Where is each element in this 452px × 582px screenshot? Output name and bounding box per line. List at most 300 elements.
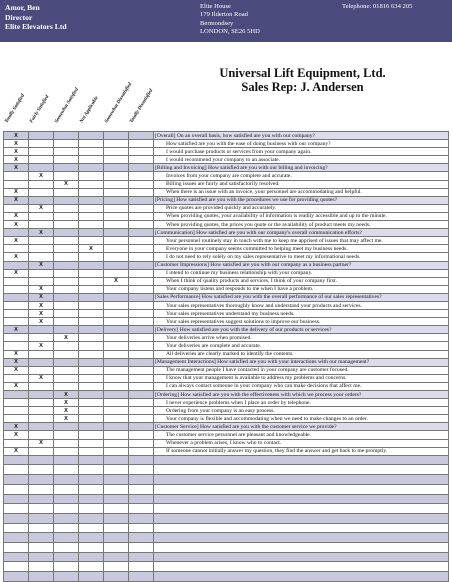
rating-cell: X — [29, 374, 54, 382]
rating-cell — [79, 439, 104, 447]
empty-cell — [54, 455, 79, 465]
question-row — [4, 172, 449, 180]
rating-cell — [79, 326, 104, 334]
rating-cell — [129, 156, 154, 164]
empty-cell — [104, 494, 129, 504]
rating-cell: X — [54, 180, 79, 188]
survey-table — [3, 131, 449, 582]
rating-cell — [129, 245, 154, 253]
empty-cell — [79, 465, 104, 475]
question-row — [4, 399, 449, 407]
rating-cell — [54, 439, 79, 447]
rating-cell — [29, 212, 54, 220]
rating-cell — [79, 188, 104, 196]
rating-cell — [104, 334, 129, 342]
empty-row — [4, 523, 449, 533]
rating-cell — [54, 269, 79, 277]
rating-cell — [29, 326, 54, 334]
contact-role: Director — [5, 12, 33, 22]
rating-cell — [54, 277, 79, 285]
rating-cell: X — [4, 221, 29, 229]
rating-cell — [129, 391, 154, 399]
rating-header: Totally Dissatisfied — [129, 87, 155, 124]
empty-cell — [104, 542, 129, 552]
rating-cell — [129, 148, 154, 156]
rating-cell — [129, 350, 154, 358]
rating-cell — [104, 245, 129, 253]
question-row — [4, 204, 449, 212]
rating-cell — [4, 277, 29, 285]
rating-cell — [29, 391, 54, 399]
rating-cell — [129, 301, 154, 309]
rating-cell — [104, 423, 129, 431]
empty-cell — [154, 542, 449, 552]
empty-cell — [104, 562, 129, 572]
rating-cell — [4, 180, 29, 188]
rating-cell: X — [4, 431, 29, 439]
rating-cell — [104, 269, 129, 277]
empty-cell — [129, 465, 154, 475]
question-row — [4, 439, 449, 447]
rating-cell: X — [4, 148, 29, 156]
section-row — [4, 358, 449, 366]
rating-cell — [104, 164, 129, 172]
rating-cell: X — [29, 342, 54, 350]
company-title: Universal Lift Equipment, Ltd. — [219, 66, 386, 80]
empty-cell — [29, 572, 54, 582]
rating-cell — [104, 293, 129, 301]
rating-cell — [54, 366, 79, 374]
question-text: Whenever a problem arises, I know who to contact. — [154, 439, 449, 447]
rating-cell — [79, 382, 104, 390]
empty-cell — [4, 504, 29, 514]
empty-row — [4, 484, 449, 494]
rating-header: Somewhat Dissatisfied — [104, 81, 134, 124]
rating-cell — [4, 374, 29, 382]
rating-header: Somewhat Satisfied — [54, 86, 81, 124]
empty-cell — [29, 533, 54, 543]
section-heading: [Communication] How satisfied are you with our company's overall communication efforts? — [154, 229, 449, 237]
section-row — [4, 132, 449, 140]
empty-cell — [129, 484, 154, 494]
question-text: Everyone in your company seems committed to helping meet my business needs. — [154, 245, 449, 253]
question-row — [4, 366, 449, 374]
rating-cell — [79, 212, 104, 220]
empty-cell — [154, 562, 449, 572]
question-text: I would purchase products or services from your company again. — [154, 148, 449, 156]
rating-cell — [54, 172, 79, 180]
question-row — [4, 431, 449, 439]
rating-cell — [104, 366, 129, 374]
rating-cell — [29, 423, 54, 431]
empty-cell — [129, 455, 154, 465]
rating-cell: X — [4, 447, 29, 455]
rating-cell — [54, 350, 79, 358]
rating-cell — [104, 342, 129, 350]
question-text: I know that your management is available to address my problems and concerns. — [154, 374, 449, 382]
question-text: I would recommend your company to an associate. — [154, 156, 449, 164]
rating-cell — [104, 188, 129, 196]
rating-cell: X — [79, 245, 104, 253]
rating-cell — [54, 382, 79, 390]
empty-row — [4, 504, 449, 514]
rating-cell — [54, 148, 79, 156]
section-row — [4, 391, 449, 399]
rating-cell — [79, 180, 104, 188]
empty-cell — [29, 455, 54, 465]
question-row — [4, 245, 449, 253]
question-text: When there is an issue with an invoice, your personnel are accommodating and helpful. — [154, 188, 449, 196]
rating-cell — [79, 285, 104, 293]
rating-cell — [129, 318, 154, 326]
rating-cell: X — [4, 156, 29, 164]
empty-cell — [29, 562, 54, 572]
question-row — [4, 447, 449, 455]
rating-cell — [4, 293, 29, 301]
question-row — [4, 382, 449, 390]
rating-cell — [54, 342, 79, 350]
rating-cell — [104, 350, 129, 358]
empty-cell — [79, 455, 104, 465]
rating-cell — [29, 334, 54, 342]
rating-cell — [79, 301, 104, 309]
rating-cell — [29, 237, 54, 245]
section-heading: [Overall] On an overall basis, how satisfied are you with our company? — [154, 132, 449, 140]
empty-cell — [129, 523, 154, 533]
rating-cell — [129, 407, 154, 415]
rating-cell: X — [29, 261, 54, 269]
rating-cell: X — [29, 285, 54, 293]
rating-cell — [4, 334, 29, 342]
rating-cell: X — [4, 350, 29, 358]
rating-cell — [54, 237, 79, 245]
rating-cell — [79, 431, 104, 439]
rating-header: Fairly Satisfied — [29, 94, 51, 124]
rating-cell — [104, 221, 129, 229]
empty-cell — [79, 542, 104, 552]
address-line: Bermondsey — [200, 19, 234, 27]
rating-cell — [104, 382, 129, 390]
empty-cell — [154, 533, 449, 543]
rating-cell — [54, 326, 79, 334]
empty-cell — [154, 504, 449, 514]
rating-cell: X — [54, 399, 79, 407]
question-row — [4, 180, 449, 188]
rating-cell — [129, 212, 154, 220]
question-text: I do not need to rely solely on my sales representative to meet my informational needs. — [154, 253, 449, 261]
section-heading: [Customer Service] How satisfied are you with the customer service we provide? — [154, 423, 449, 431]
rating-header: Not Applicable — [79, 95, 100, 124]
rating-cell — [104, 407, 129, 415]
empty-cell — [4, 475, 29, 485]
rating-cell — [29, 358, 54, 366]
rating-cell — [4, 229, 29, 237]
question-row — [4, 301, 449, 309]
empty-cell — [54, 562, 79, 572]
section-row — [4, 164, 449, 172]
rating-cell: X — [4, 269, 29, 277]
rating-cell — [54, 188, 79, 196]
empty-row — [4, 494, 449, 504]
rating-cell — [104, 253, 129, 261]
rating-cell — [4, 439, 29, 447]
rating-cell — [79, 391, 104, 399]
rating-cell — [79, 342, 104, 350]
rating-cell — [29, 350, 54, 358]
rating-cell — [29, 180, 54, 188]
rating-column-headers — [3, 46, 155, 130]
rating-cell — [104, 358, 129, 366]
rating-cell — [54, 229, 79, 237]
rating-cell — [4, 301, 29, 309]
question-row — [4, 237, 449, 245]
rating-cell — [79, 140, 104, 148]
empty-cell — [104, 572, 129, 582]
question-row — [4, 318, 449, 326]
survey-title — [155, 66, 450, 94]
rating-cell — [29, 132, 54, 140]
empty-cell — [154, 484, 449, 494]
rating-cell — [29, 277, 54, 285]
rating-cell — [129, 277, 154, 285]
empty-cell — [104, 523, 129, 533]
rating-cell — [29, 431, 54, 439]
empty-cell — [79, 572, 104, 582]
empty-cell — [4, 542, 29, 552]
empty-cell — [4, 465, 29, 475]
empty-cell — [79, 513, 104, 523]
rating-cell — [54, 301, 79, 309]
rating-cell — [129, 423, 154, 431]
empty-cell — [29, 523, 54, 533]
empty-cell — [29, 465, 54, 475]
question-text: Your sales representatives understand my business needs. — [154, 310, 449, 318]
rating-cell — [104, 415, 129, 423]
question-row — [4, 342, 449, 350]
question-text: When I think of quality products and services, I think of your company first. — [154, 277, 449, 285]
address-line: Elite House — [200, 3, 231, 10]
question-row — [4, 415, 449, 423]
empty-cell — [54, 484, 79, 494]
question-row — [4, 277, 449, 285]
empty-cell — [129, 542, 154, 552]
rating-cell — [79, 261, 104, 269]
rating-cell — [129, 334, 154, 342]
section-row — [4, 326, 449, 334]
rating-cell — [79, 229, 104, 237]
empty-cell — [29, 504, 54, 514]
rating-cell — [79, 156, 104, 164]
rating-cell — [79, 269, 104, 277]
rating-cell — [29, 253, 54, 261]
empty-row — [4, 533, 449, 543]
rating-cell — [79, 204, 104, 212]
question-row — [4, 156, 449, 164]
rating-cell — [4, 399, 29, 407]
empty-cell — [29, 484, 54, 494]
rating-cell — [104, 310, 129, 318]
question-text: When providing quotes, the prices you quote or the availability of product meets my needs. — [154, 221, 449, 229]
rating-cell — [29, 415, 54, 423]
rating-cell — [79, 358, 104, 366]
empty-row — [4, 475, 449, 485]
rating-cell — [79, 447, 104, 455]
rating-cell — [79, 407, 104, 415]
rating-cell — [104, 431, 129, 439]
question-row — [4, 350, 449, 358]
empty-cell — [4, 494, 29, 504]
rating-cell — [29, 164, 54, 172]
section-heading: [Billing and Invoicing] How satisfied are you with our billing and invoicing? — [154, 164, 449, 172]
rating-cell — [54, 156, 79, 164]
rating-cell — [79, 253, 104, 261]
empty-cell — [79, 484, 104, 494]
header-bar — [0, 0, 452, 42]
rating-cell — [129, 261, 154, 269]
rating-cell — [129, 358, 154, 366]
section-heading: [Sales Performance] How satisfied are you with the overall performance of our sales representatives? — [154, 293, 449, 301]
question-row — [4, 374, 449, 382]
rating-cell: X — [29, 310, 54, 318]
question-text: If someone cannot initially answer my question, they find the answer and get back to me promptly. — [154, 447, 449, 455]
question-text: Your deliveries are complete and accurate. — [154, 342, 449, 350]
rating-cell: X — [29, 301, 54, 309]
rating-cell: X — [29, 439, 54, 447]
rating-cell — [29, 196, 54, 204]
rating-cell: X — [54, 415, 79, 423]
rating-cell — [29, 140, 54, 148]
empty-row — [4, 572, 449, 582]
rating-cell — [29, 447, 54, 455]
rating-cell: X — [29, 293, 54, 301]
rating-cell — [79, 318, 104, 326]
rating-cell — [79, 310, 104, 318]
question-text: Price quotes are provided quickly and accurately. — [154, 204, 449, 212]
rating-cell — [54, 196, 79, 204]
rating-cell — [29, 269, 54, 277]
empty-cell — [29, 542, 54, 552]
rating-cell — [79, 366, 104, 374]
empty-cell — [104, 455, 129, 465]
rating-cell — [104, 237, 129, 245]
rating-cell — [104, 391, 129, 399]
rating-cell — [79, 350, 104, 358]
rating-cell — [29, 407, 54, 415]
rating-cell: X — [54, 391, 79, 399]
rating-cell — [79, 334, 104, 342]
rating-cell — [4, 391, 29, 399]
rating-cell — [129, 229, 154, 237]
question-row — [4, 285, 449, 293]
rating-cell — [104, 212, 129, 220]
rating-cell — [129, 196, 154, 204]
question-text: Your personnel routinely stay in touch with me to keep me apprised of issues that may affect me. — [154, 237, 449, 245]
section-heading: [Delivery] How satisfied are you with the delivery of our products or services? — [154, 326, 449, 334]
rating-cell — [54, 310, 79, 318]
rating-cell — [104, 261, 129, 269]
empty-cell — [129, 562, 154, 572]
rating-cell — [104, 447, 129, 455]
empty-row — [4, 542, 449, 552]
section-heading: [Management Interactions] How satisfied are you with your interactions with our management? — [154, 358, 449, 366]
question-text: How satisfied are you with the ease of doing business with our company? — [154, 140, 449, 148]
question-row — [4, 310, 449, 318]
rating-cell — [129, 285, 154, 293]
question-text: Billing issues are fairly and satisfactorily resolved. — [154, 180, 449, 188]
rating-cell — [79, 172, 104, 180]
section-heading: [Pricing] How satisfied are you with the procedures we use for providing quotes? — [154, 196, 449, 204]
question-text: The management people I have contacted in your company are customer focused. — [154, 366, 449, 374]
empty-cell — [29, 513, 54, 523]
question-text: Your deliveries arrive when promised. — [154, 334, 449, 342]
section-row — [4, 261, 449, 269]
empty-cell — [79, 504, 104, 514]
rating-header: Totally Satisfied — [4, 93, 27, 124]
rating-cell — [129, 237, 154, 245]
section-row — [4, 229, 449, 237]
rating-cell — [104, 326, 129, 334]
rating-cell — [104, 374, 129, 382]
question-text: Ordering from your company is an easy process. — [154, 407, 449, 415]
empty-cell — [104, 504, 129, 514]
question-row — [4, 221, 449, 229]
empty-cell — [154, 455, 449, 465]
rating-cell — [4, 310, 29, 318]
empty-cell — [29, 475, 54, 485]
rating-cell — [79, 277, 104, 285]
rating-cell: X — [4, 196, 29, 204]
rating-cell — [4, 204, 29, 212]
rating-cell: X — [4, 326, 29, 334]
rating-cell — [129, 447, 154, 455]
question-text: I never experience problems when I place an order by telephone. — [154, 399, 449, 407]
question-text: Your company listens and responds to me when I have a problem. — [154, 285, 449, 293]
empty-cell — [79, 494, 104, 504]
rating-cell: X — [4, 358, 29, 366]
rating-cell: X — [29, 318, 54, 326]
rating-cell — [104, 229, 129, 237]
rating-cell — [79, 293, 104, 301]
rating-cell — [79, 221, 104, 229]
question-text: Invoices from your company are complete and accurate. — [154, 172, 449, 180]
rating-cell — [4, 245, 29, 253]
empty-cell — [79, 523, 104, 533]
empty-cell — [54, 475, 79, 485]
rating-cell — [104, 180, 129, 188]
empty-cell — [129, 494, 154, 504]
section-row — [4, 196, 449, 204]
rating-cell — [54, 293, 79, 301]
rating-cell — [4, 415, 29, 423]
question-row — [4, 253, 449, 261]
rating-cell — [54, 261, 79, 269]
rating-cell — [29, 188, 54, 196]
rating-cell — [129, 399, 154, 407]
rating-cell — [104, 172, 129, 180]
sales-rep: Sales Rep: J. Andersen — [241, 80, 364, 94]
question-text: All deliveries are clearly marked to identify the contents. — [154, 350, 449, 358]
empty-cell — [54, 513, 79, 523]
rating-cell: X — [4, 382, 29, 390]
question-text: Your sales representatives suggest solutions to improve our business. — [154, 318, 449, 326]
section-heading: [Customer Impressions] How satisfied are you with our company as a business partner? — [154, 261, 449, 269]
rating-cell — [129, 415, 154, 423]
contact-company: Elite Elevators Ltd — [5, 22, 67, 31]
rating-cell — [129, 366, 154, 374]
question-row — [4, 140, 449, 148]
empty-cell — [104, 533, 129, 543]
rating-cell — [129, 293, 154, 301]
